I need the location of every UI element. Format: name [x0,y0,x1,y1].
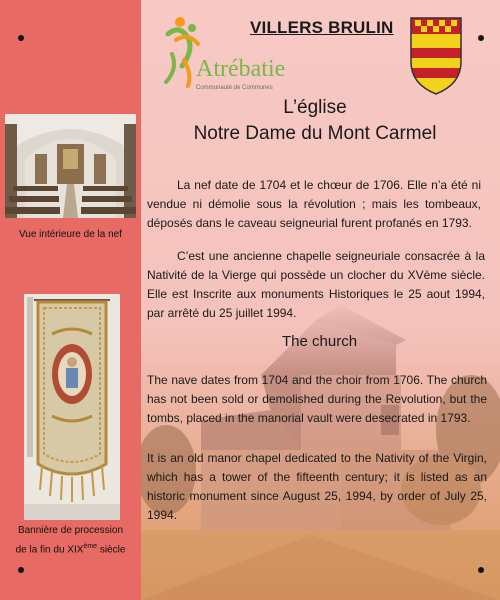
procession-banner-photo [24,294,120,520]
logo-wordmark: Atrébatie [196,56,286,82]
banner-caption: Bannière de procession de la fin du XIXème siècle [15,525,126,556]
coat-of-arms [409,16,463,96]
french-paragraph-2: C’est une ancienne chapelle seigneuriale consacrée à la Nativité de la Vierge qui possède un clocher du XVème siècle. Elle est Inscrite aux monuments Historiques le 25 aout 1994, par arrêté du 25 juillet 1994. [147,249,485,320]
corner-dot [18,567,24,573]
church-title [190,95,440,147]
logo-subtext: Communauté de Communes [196,85,273,91]
church-title-line2: Notre Dame du Mont Carmel [193,123,437,144]
english-paragraph-1: The nave dates from 1704 and the choir from 1706. The church has not been sold or demolished during the Revolution, but the tombs, placed in the manorial vault were desecrated in 1793. [147,373,487,425]
nave-interior-photo [5,114,136,218]
page-title: VILLERS BRULIN [250,18,394,37]
interior-caption: Vue intérieure de la nef [18,229,123,240]
english-section-title: The church [282,333,358,350]
french-paragraph-1: La nef date de 1704 et le chœur de 1706. Elle n’a été ni vendue ni démolie sous la révolution ; mais les tombeaux, déposés dans le caveau seigneurial furent profanés en 1793. [147,178,481,230]
church-title-line1: L’église [283,97,347,118]
english-paragraph-2: It is an old manor chapel dedicated to the Nativity of the Virgin, which has a tower of the fifteenth century; it is listed as an historic monument since August 25, 1994, by order of July 25, 1994. [147,451,487,522]
corner-dot [478,567,484,573]
corner-dot [18,35,24,41]
corner-dot [478,35,484,41]
